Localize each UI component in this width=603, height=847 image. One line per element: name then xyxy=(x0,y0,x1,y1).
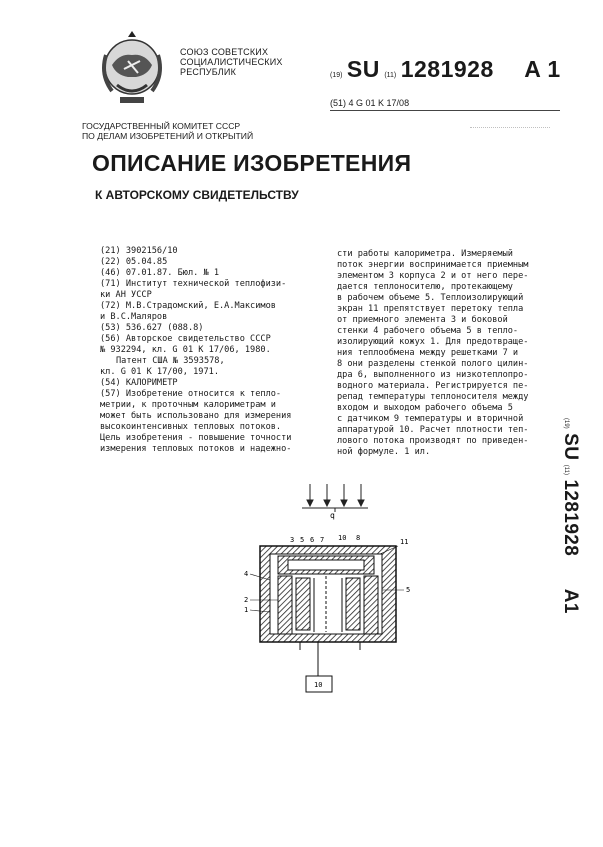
document-title: ОПИСАНИЕ ИЗОБРЕТЕНИЯ xyxy=(92,150,412,176)
text-line: экран 11 препятствует перетоку тепла xyxy=(337,304,524,314)
box-label: 10 xyxy=(314,681,323,689)
country-code: SU xyxy=(346,56,380,82)
text-line: аппаратурой 10. Расчет плотности теп- xyxy=(337,425,529,435)
org-line: РЕСПУБЛИК xyxy=(180,67,237,77)
text-line: измерения тепловых потоков и надежно- xyxy=(100,444,292,454)
calorimeter-body xyxy=(260,546,396,642)
text-line: входом и выходом рабочего объема 5 xyxy=(337,403,513,413)
text-line: изолирующий кожух 1. Для предотвраще- xyxy=(337,337,529,347)
patent-kind: A 1 xyxy=(524,56,561,82)
part-label: 5 xyxy=(406,586,411,594)
text-line: дается теплоносителю, протекающему xyxy=(337,282,513,292)
text-line: № 932294, кл. G 01 K 17/06, 1980. xyxy=(100,345,271,355)
abstract-column xyxy=(337,249,567,458)
part-label: 4 xyxy=(244,570,249,578)
part-label: 2 xyxy=(244,596,249,604)
text-line: кл. G 01 K 17/00, 1971. xyxy=(100,367,219,377)
patent-number-block xyxy=(330,56,561,83)
ipc-code: (51) 4 xyxy=(330,98,354,108)
side-code-19: (19) xyxy=(563,418,569,429)
library-stamp xyxy=(470,127,550,140)
text-line: стенки 4 рабочего объема 5 в тепло- xyxy=(337,326,519,336)
part-label: 7 xyxy=(320,536,325,544)
part-label: 5 xyxy=(300,536,305,544)
committee-line: ГОСУДАРСТВЕННЫЙ КОМИТЕТ СССР xyxy=(82,121,241,131)
flux-label: q xyxy=(330,511,335,520)
text-line: (46) 07.01.87. Бюл. № 1 xyxy=(100,268,219,278)
side-patent-number xyxy=(557,418,581,648)
part-label: 6 xyxy=(310,536,315,544)
text-line: (71) Институт технической теплофизи- xyxy=(100,279,287,289)
text-line: Патент США № 3593578, xyxy=(116,356,225,366)
bibliographic-column xyxy=(100,246,332,455)
text-line: (54) КАЛОРИМЕТР xyxy=(100,378,178,388)
fluid-pipes xyxy=(300,642,360,676)
text-line: (72) М.В.Страдомский, Е.А.Максимов xyxy=(100,301,276,311)
text-line: и В.С.Маляров xyxy=(100,312,168,322)
text-line: элементом 3 корпуса 2 и от него пере- xyxy=(337,271,529,281)
side-patent-number-value: 1281928 xyxy=(560,479,581,557)
country-org-name xyxy=(180,47,283,77)
committee-name xyxy=(82,121,253,141)
code-19: (19) xyxy=(330,72,343,79)
ipc-underline xyxy=(330,110,560,111)
text-line: репад температуры теплоносителя между xyxy=(337,392,529,402)
org-line: СОЮЗ СОВЕТСКИХ xyxy=(180,47,269,57)
text-line: дра 6, выполненного из низкотеплопро- xyxy=(337,370,529,380)
text-line: (57) Изобретение относится к тепло- xyxy=(100,389,282,399)
part-label: 11 xyxy=(400,538,409,546)
calorimeter-figure xyxy=(230,480,420,700)
part-label: 10 xyxy=(338,534,347,542)
text-line: высокоинтенсивных тепловых потоков. xyxy=(100,422,282,432)
patent-number: 1281928 xyxy=(400,56,494,82)
side-kind: A1 xyxy=(560,588,581,614)
text-line: Цель изобретения - повышение точности xyxy=(100,433,292,443)
ipc-value: G 01 K 17/08 xyxy=(356,98,410,108)
heat-flux-arrows xyxy=(307,484,364,506)
text-line: поток энергии воспринимается приемным xyxy=(337,260,529,270)
org-line: СОЦИАЛИСТИЧЕСКИХ xyxy=(180,57,283,67)
text-line: (53) 536.627 (088.8) xyxy=(100,323,204,333)
code-11: (11) xyxy=(384,72,397,79)
ipc-classification xyxy=(330,98,409,108)
text-line: водного материала. Регистрируется пе- xyxy=(337,381,529,391)
text-line: ния теплообмена между решетками 7 и xyxy=(337,348,519,358)
text-line: 8 они разделены стенкой полого цилин- xyxy=(337,359,529,369)
document-subtitle: К АВТОРСКОМУ СВИДЕТЕЛЬСТВУ xyxy=(95,188,299,202)
state-emblem-icon xyxy=(92,25,172,113)
text-line: лового потока производят по приведен- xyxy=(337,436,529,446)
text-line: от приемного элемента 3 и боковой xyxy=(337,315,508,325)
side-country-code: SU xyxy=(560,433,581,461)
text-line: ки АН УССР xyxy=(100,290,152,300)
part-label: 3 xyxy=(290,536,295,544)
text-line: (21) 3902156/10 xyxy=(100,246,178,256)
text-line: метрии, к проточным калориметрам и xyxy=(100,400,276,410)
side-code-11: (11) xyxy=(563,464,569,476)
text-line: ной формуле. 1 ил. xyxy=(337,447,431,457)
text-line: с датчиком 9 температуры и вторичной xyxy=(337,414,524,424)
part-label: 1 xyxy=(244,606,249,614)
text-line: может быть использовано для измерения xyxy=(100,411,292,421)
text-line: сти работы калориметра. Измеряемый xyxy=(337,249,513,259)
text-line: (56) Авторское свидетельство СССР xyxy=(100,334,271,344)
part-label: 8 xyxy=(356,534,361,542)
committee-line: ПО ДЕЛАМ ИЗОБРЕТЕНИЙ И ОТКРЫТИЙ xyxy=(82,131,254,141)
text-line: в рабочем объеме 5. Теплоизолирующий xyxy=(337,293,524,303)
text-line: (22) 05.04.85 xyxy=(100,257,168,267)
